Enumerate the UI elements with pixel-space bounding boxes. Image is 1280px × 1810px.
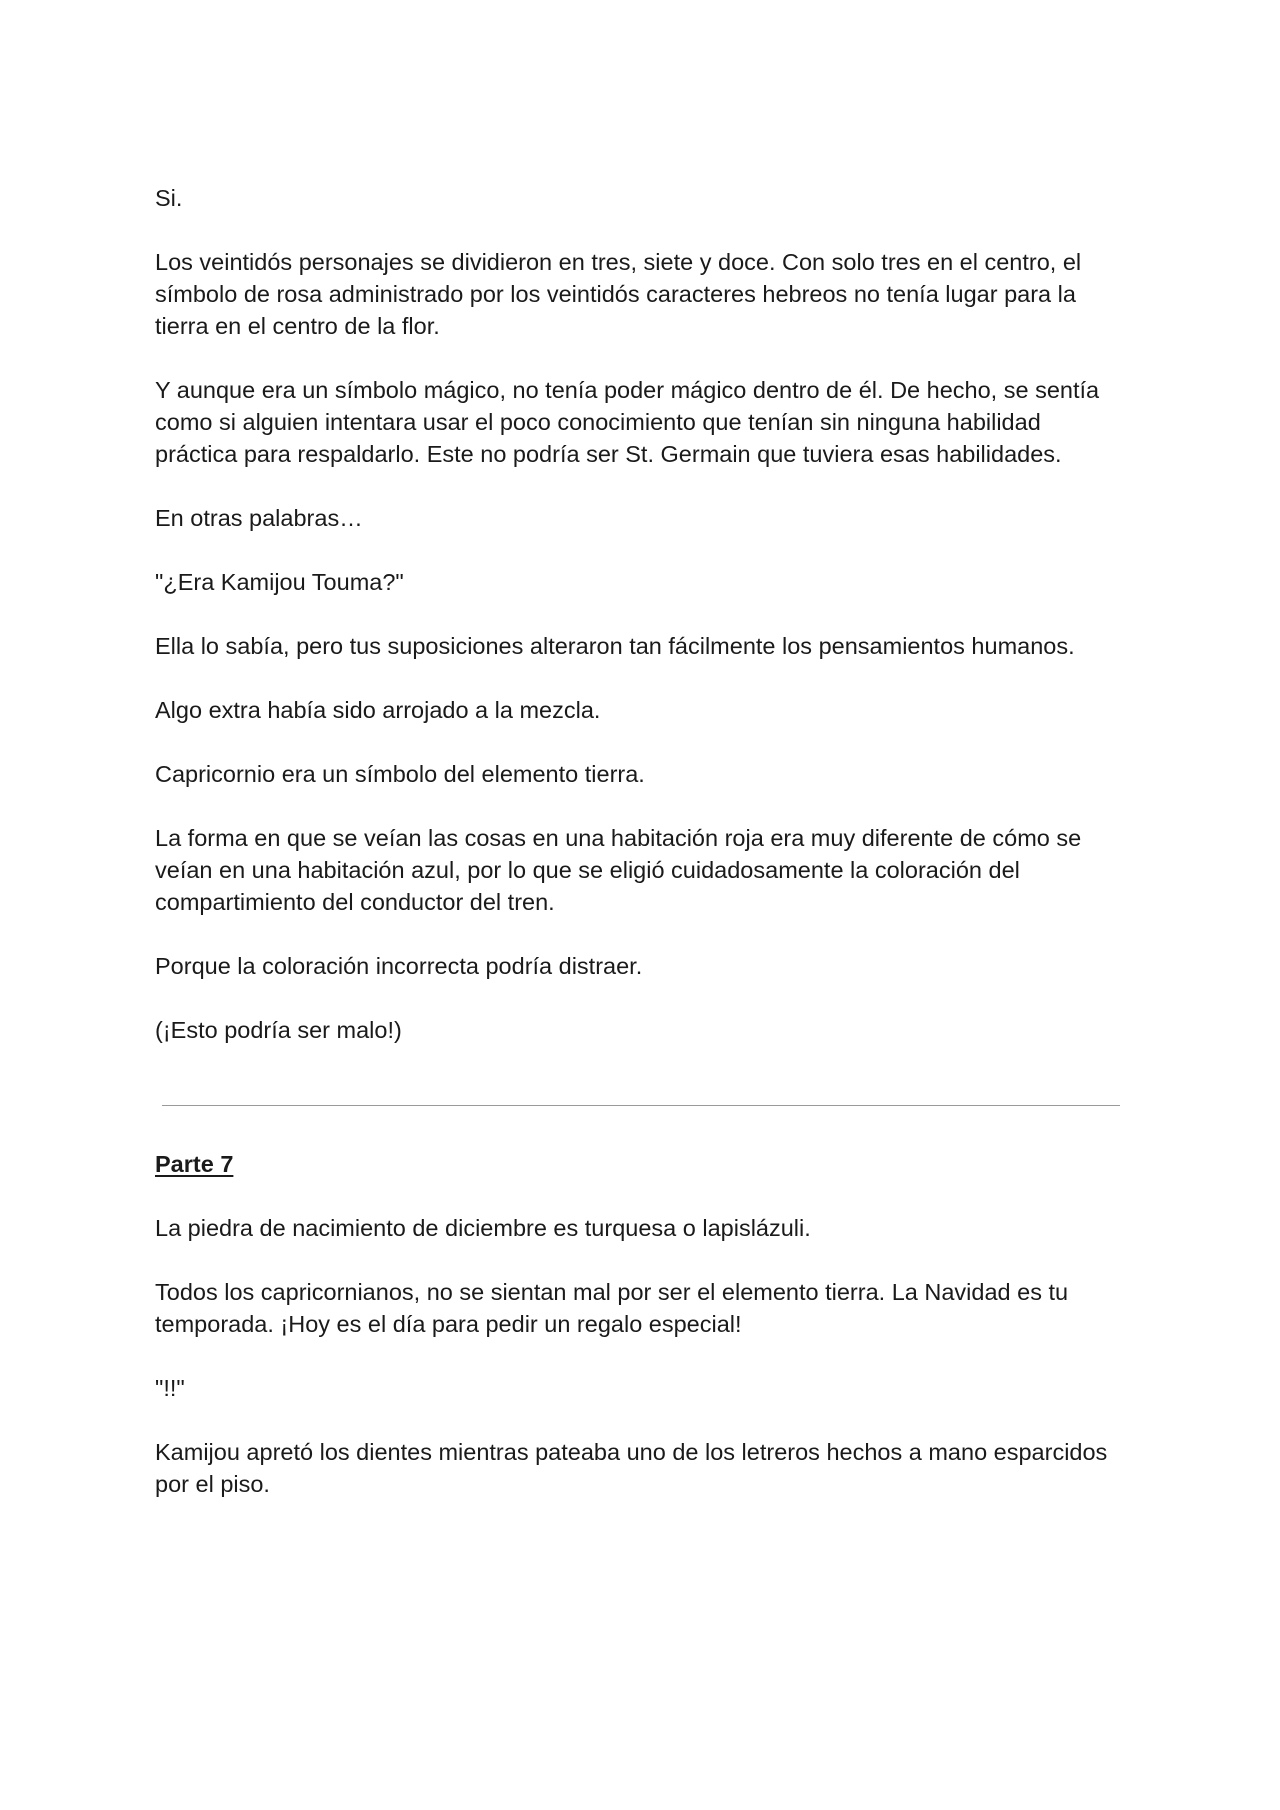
paragraph: "¿Era Kamijou Touma?": [155, 569, 404, 595]
paragraph: (¡Esto podría ser malo!): [155, 1017, 402, 1043]
section-heading: Parte 7: [155, 1151, 234, 1177]
paragraph: Si.: [155, 185, 183, 211]
paragraph: Capricornio era un símbolo del elemento tierra.: [155, 761, 645, 787]
paragraph: La forma en que se veían las cosas en una habitación roja era muy diferente de cómo se veían en una habitación azul, por lo que se eligió cuidadosamente la coloración del compartimiento del conductor del tren.: [155, 825, 1082, 915]
paragraph: La piedra de nacimiento de diciembre es turquesa o lapislázuli.: [155, 1215, 811, 1241]
document-page: [155, 182, 1125, 1532]
section-divider: [162, 1105, 1120, 1106]
paragraph: "!!": [155, 1375, 185, 1401]
paragraph: Kamijou apretó los dientes mientras pateaba uno de los letreros hechos a mano esparcidos por el piso.: [155, 1439, 1108, 1497]
paragraph: Todos los capricornianos, no se sientan mal por ser el elemento tierra. La Navidad es tu temporada. ¡Hoy es el día para pedir un regalo especial!: [155, 1279, 1069, 1337]
paragraph: Algo extra había sido arrojado a la mezcla.: [155, 697, 601, 723]
paragraph: Los veintidós personajes se dividieron en tres, siete y doce. Con solo tres en el centro, el símbolo de rosa administrado por los veintidós caracteres hebreos no tenía lugar para la tierra en el centro de la flor.: [155, 249, 1082, 339]
paragraph: Ella lo sabía, pero tus suposiciones alteraron tan fácilmente los pensamientos humanos.: [155, 633, 1075, 659]
paragraph: En otras palabras…: [155, 505, 363, 531]
paragraph: Porque la coloración incorrecta podría distraer.: [155, 953, 643, 979]
paragraph: Y aunque era un símbolo mágico, no tenía poder mágico dentro de él. De hecho, se sentía como si alguien intentara usar el poco conocimiento que tenían sin ninguna habilidad práctica para respaldarlo. Este no podría ser St. Germain que tuviera esas habilidades.: [155, 377, 1100, 467]
